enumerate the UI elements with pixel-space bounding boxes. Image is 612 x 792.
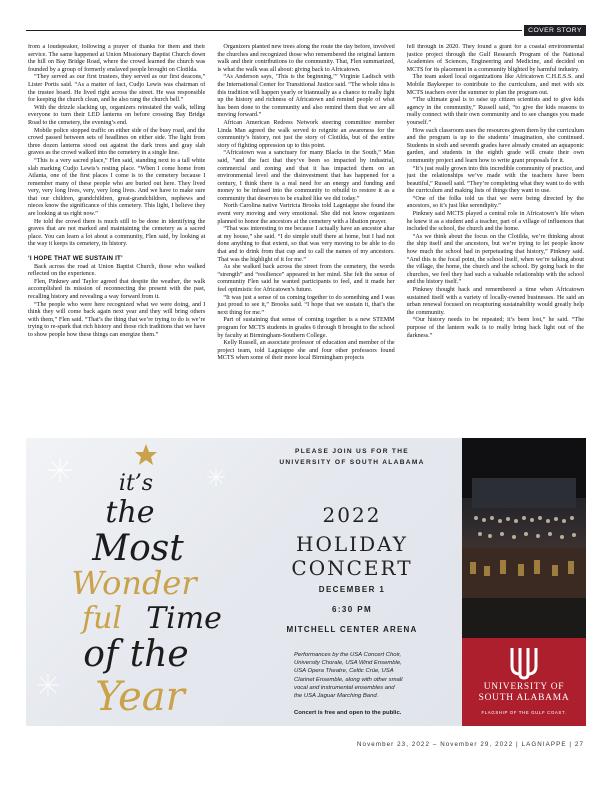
paragraph: He told the crowd there is much still to be done in identifying the graves that are not marked and maintaining the cemetery as a sacred place. You can learn a lot about a community, Flen said, by looking at the way it keeps its cemetery, its history. — [28, 218, 206, 248]
tree-word: it’s — [118, 471, 154, 496]
paragraph: “They served as our first trustees, they served as our first deacons,” Lister Portis said. “As a matter of fact, Cudjo Lewis was chairman of the trustee board. He lived right across the street. He was responsible for keeping the church clean, and he also rang the church bell.” — [28, 74, 206, 104]
paragraph: Kelly Russell, an associate professor of education and member of the project team, told Lagniappe she and four other professors found MCTS when some of their more local Birmingham projects — [217, 340, 395, 362]
paragraph: Pinkney said MCTS played a central role in Africatown’s life when he knew it as a student and a teacher, part of a village of influences that included the school, the church and the home. — [406, 211, 584, 233]
paragraph: North Carolina native Vartricia Brooks told Lagniappe she found the event very moving and very emotional. She did not know organizers planned to honor the ancestors at the cemetery with a libation prayer. — [217, 203, 395, 225]
paragraph: Back across the road at Union Baptist Church, those who walked reflected on the experience. — [28, 263, 206, 278]
invite-line: PLEASE JOIN US FOR THE — [295, 448, 409, 455]
snowflake-icon — [207, 468, 225, 486]
university-name-line-1: UNIVERSITY OF — [483, 682, 565, 692]
paragraph: “It was just a sense of us coming together to do something and I was just proud to see it,” Brooks said. “I hope that we sustain it, that’s the next thing for me.” — [217, 294, 395, 316]
paragraph: “Our history needs to be repeated; it’s been lost,” he said. “The purpose of the lantern walk is to really bring back light out of the darkness.” — [406, 317, 584, 339]
paragraph: “Africatown was a sanctuary for many Blacks in the South,” Man said, “and the fact that they’ve been so impacted by industrial, commercial and zoning and that it has impacted them on an environmental level and the disinvestment that has happened for a century, I think there is a real need for an energy and funding and money to be infused into the community to rebuild to restore it as a community that deserves to be exalted like we did today.” — [217, 150, 395, 202]
article-body — [28, 44, 584, 428]
performers-line: University Chorale, USA Wind Ensemble, — [294, 660, 402, 667]
header-rule — [26, 30, 522, 31]
performers-line: the USA Jaguar Marching Band. — [294, 693, 379, 700]
orchestra-photo-graphic — [462, 438, 586, 638]
university-tagline: FLAGSHIP OF THE GULF COAST. — [481, 710, 567, 715]
university-name-line-2: SOUTH ALABAMA — [478, 693, 570, 703]
tree-word: Time — [146, 601, 222, 636]
performers-line: vocal and instrumental ensembles and — [294, 684, 395, 691]
performers-line: Performances by the USA Concert Choir, — [294, 652, 402, 658]
performers-list — [294, 651, 454, 700]
paragraph: “As we think about the focus on the Clotilda, we’re thinking about the ship itself and the ancestors, but we’re trying to let people know how much the school had in perpetuating that history,” Pinkney said. “And this is the focal point, the school itself, when we’re talking about the village, the home, the church and the school. By going back to the churches, we feel they had such a valuable relationship with the school and the history itself.” — [406, 233, 584, 286]
concert-date: DECEMBER 1 — [318, 585, 386, 594]
concert-venue: MITCHELL CENTER ARENA — [286, 625, 418, 634]
paragraph: “This is a very sacred place,” Flen said, standing next to a tall white slab marking Cudjo Lewis’s resting place. “When I come home from Atlanta, one of the first places I come is to the cemetery because I remember many of these people who are buried out here. They lived very, very long lives, very, very long lives. And we have to make sure that our children, grandchildren, great-grandchildren, nephews and nieces know the significance of this cemetery. This light, I believe they are looking at us right now.” — [28, 157, 206, 218]
paragraph: “The people who were here recognized what we were doing, and I think they will come back again next year and they will bring others with them,” Flen said. “That’s the thing that we’re trying to do is we’re trying to re-spark that rich history and those rich traditions that we have to show people how these things can energize them.” — [28, 301, 206, 338]
paragraph: With the drizzle slacking up, organizers reinstated the walk, telling everyone to turn their LED lanterns on before crossing Bay Bridge Road to the cemetery, the evening’s end. — [28, 104, 206, 126]
paragraph: Pinkney thought back and remembered a time when Africatown sustained itself with a variety of locally-owned businesses. He said an urban renewal focused on recapturing sustainability would greatly help the community. — [406, 287, 584, 316]
paragraph: “The ultimate goal is to raise up citizen scientists and to give kids agency in the community,” Russell said, “to give the kids reasons to really connect with their own community and to see changes you made yourself.” — [406, 97, 584, 126]
article-column-3 — [407, 44, 584, 428]
orchestra-photo — [462, 438, 586, 638]
paragraph: Organizers planted new trees along the route the day before, involved the churches and recognized those who remembered the original lantern walk and their contributions to the community. That, Flen summarized, is what the walk was all about: giving back to Africatown. — [217, 44, 395, 73]
christmas-tree-graphic — [26, 438, 256, 726]
paragraph: “That was interesting to me because I actually have an ancestor altar at my house,” she said. “I do simple stuff there at home, but I had not done anything to that extent, so that was very moving to be able to do that and to drink from that cup and to call the names of my ancestors. That was the highlight of it for me.” — [217, 226, 395, 263]
paragraph: How each classroom uses the resources given them by the curriculum and the program is up to the students’ imagination, she continued. Students in sixth and seventh grades have already created an aquaponic garden, and students in the eighth grade will create their own community project and learn how to write grant proposals for it. — [406, 127, 584, 164]
university-branding — [462, 638, 586, 726]
paragraph: “As Anderson says, ‘This is the beginning,’” Virginie Ladisch with the International Center for Transitional Justice said. “The whole idea is this tradition will happen yearly or biannually as a chance to really light up the history and richness of Africatown and remind people of what has been done to the community and also remind them that we are all moving forward.” — [217, 74, 395, 119]
tree-artwork — [26, 438, 256, 726]
tree-word: of the — [83, 634, 189, 675]
paragraph: The team asked local organizations like Africatown C.H.E.S.S. and Mobile Baykeeper to contribute to the curriculum, and met with six MCTS teachers over the summer to plan the program out. — [406, 74, 584, 96]
section-tag: COVER STORY — [524, 25, 586, 36]
paragraph: fell through in 2020. They found a grant for a coastal environmental justice project through the Gulf Research Program of the National Academies of Sciences, Engineering and Medicine, and decided on MCTS for its placement in a community blighted by harmful industry. — [406, 44, 584, 73]
tree-word: Year — [95, 674, 185, 720]
paragraph: “One of the folks told us that we were being directed by the ancestors, so it’s just like serendipity.” — [406, 195, 584, 210]
tree-word: the — [105, 495, 155, 530]
concert-time: 6:30 PM — [331, 605, 373, 614]
holiday-concert-ad[interactable] — [26, 438, 586, 726]
usa-logo-icon — [509, 646, 539, 680]
article-column-1 — [28, 44, 205, 428]
paragraph: As she walked back across the street from the cemetery, the words “strength” and “resilience” appeared in her mind. She felt the sense of community Flen said he wanted participants to feel, and it made her feel optimistic for Africatown’s future. — [217, 264, 395, 293]
paragraph: “It’s just really grown into this incredible community of practice, and just the relationships we’ve made with the teachers have been beautiful,” Russell said. “They’re completing what they want to do with the curriculum and making lists of things they want to use. — [406, 165, 584, 195]
snowflake-icon — [37, 674, 59, 696]
concert-title-line-2: CONCERT — [291, 556, 413, 580]
tree-word: Most — [92, 528, 184, 569]
paragraph: African American Redress Network steering committee member Linda Man agreed the walk served to reignite an awareness for the community’s history, not just the story of Clotilda, but of the entire story of fighting oppression up to this point. — [217, 119, 395, 149]
university-line: UNIVERSITY OF SOUTH ALABAMA — [279, 459, 425, 466]
concert-details — [242, 438, 462, 726]
concert-title-line-1: HOLIDAY — [296, 532, 408, 556]
tree-word: Wonder — [71, 564, 197, 602]
paragraph: Mobile police stopped traffic on either side of the busy road, and the crowd passed between sets of headlines on either side. The light from three dozen lanterns stood out against the dark trees and gray slab graves as the crowd walked into the cemetery in a single line. — [28, 127, 206, 157]
performers-line: Clarinet Ensemble, along with other small — [294, 676, 403, 683]
tree-word: ful — [81, 601, 123, 636]
subheading: ‘I HOPE THAT WE SUSTAIN IT’ — [28, 255, 123, 263]
performers-line: USA Opera Theatre, Celtic Crüe, USA — [294, 668, 394, 675]
paragraph: Part of sustaining that sense of coming together is a new STEMM program for MCTS students in grades 6 through 8 brought to the school by faculty at Birmingham-Southern College. — [217, 317, 395, 339]
admission-note: Concert is free and open to the public. — [294, 710, 402, 716]
page-footer: November 23, 2022 – November 29, 2022 | LAGNIAPPE | 27 — [356, 741, 584, 748]
concert-year: 2022 — [322, 503, 382, 527]
snowflake-icon — [48, 458, 72, 482]
concert-title — [242, 532, 462, 580]
star-icon — [135, 444, 157, 465]
article-column-2 — [217, 44, 394, 428]
paragraph: Flen, Pinkney and Taylor agreed that despite the weather, the walk accomplished its mission of reconnecting the present with the past, recalling history and revealing a way forward from it. — [28, 278, 206, 300]
paragraph: from a loudspeaker, following a prayer of thanks for them and their service. The same happened at Union Missionary Baptist Church down the hill on Bay Bridge Road, where the crowd learned the church was founded by a group of formerly enslaved people brought on Clotilda. — [28, 44, 206, 73]
